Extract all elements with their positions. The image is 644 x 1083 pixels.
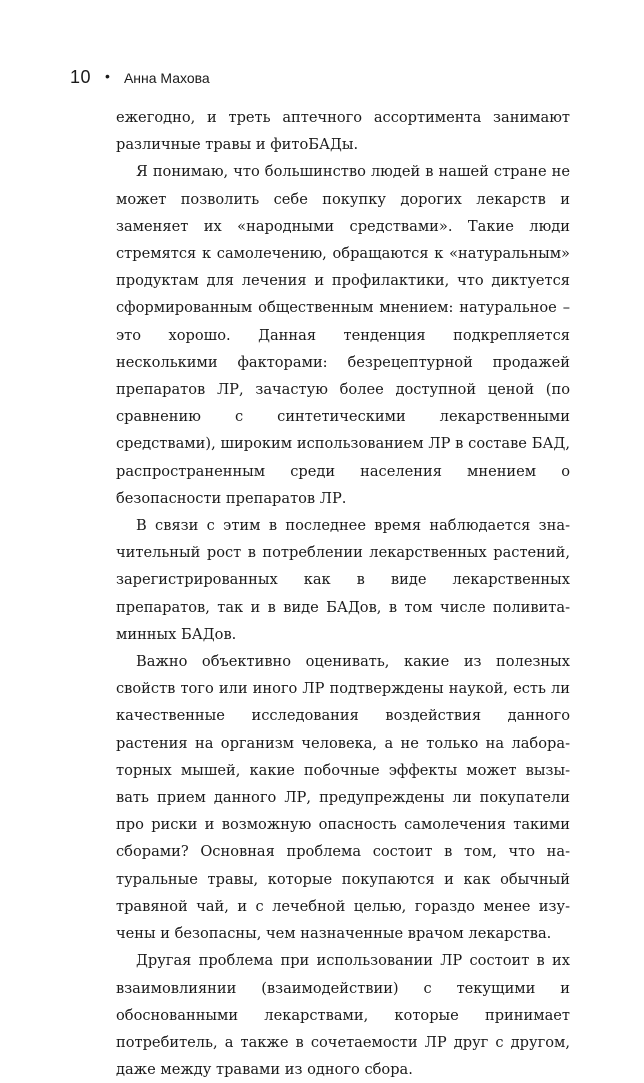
page-number: 10 bbox=[70, 67, 92, 87]
body-text bbox=[116, 104, 570, 1083]
author-name: Анна Махова bbox=[123, 70, 210, 86]
paragraph: Я понимаю, что большинство людей в нашей стране не может позволить себе покупку дорогих лекарств и заменяет их «народными средствами». Такие люди стремятся к самолечению, обращаются к «натуральным» продуктам для лечения и профилактики, что диктуется сформированным общественным мнением: натуральное – это хорошо. Данная тенденция подкрепляется несколькими факторами: безрецептурной продажей препаратов ЛР, зачастую более доступной ценой (по сравнению с синтетическими лекарственными средствами), широким использованием ЛР в составе БАД, распространенным среди населения мнением о безопасности препаратов ЛР. bbox=[116, 163, 570, 507]
bullet-separator: • bbox=[105, 68, 110, 84]
paragraph: Другая проблема при использовании ЛР состоит в их взаимовлиянии (взаимодействии) с текущими и обоснованными лекарствами, которые принимает потребитель, а также в сочетаемости ЛР друг с другом, даже между травами из одного сбора. bbox=[116, 952, 570, 1079]
paragraph: В связи с этим в последнее время наблюдается значительный рост в потреблении лекарственных растений, зарегистрированных как в виде лекарственных препаратов, так и в виде БАДов, в том числе поливитаминных БАДов. bbox=[116, 517, 570, 643]
running-header bbox=[70, 67, 210, 88]
paragraph-continued: ежегодно, и треть аптечного ассортимента занимают различные травы и фитоБАДы. bbox=[116, 109, 570, 154]
paragraph: Важно объективно оценивать, какие из полезных свойств того или иного ЛР подтверждены наукой, есть ли качественные исследования воздействия данного растения на организм человека, а не только на лабораторных мышей, какие побочные эффекты может вызывать прием данного ЛР, предупреждены ли покупатели про риски и возможную опасность самолечения такими сборами? Основная проблема состоит в том, что натуральные травы, которые покупаются и как обычный травяной чай, и с лечебной целью, гораздо менее изучены и безопасны, чем назначенные врачом лекарства. bbox=[116, 653, 570, 943]
